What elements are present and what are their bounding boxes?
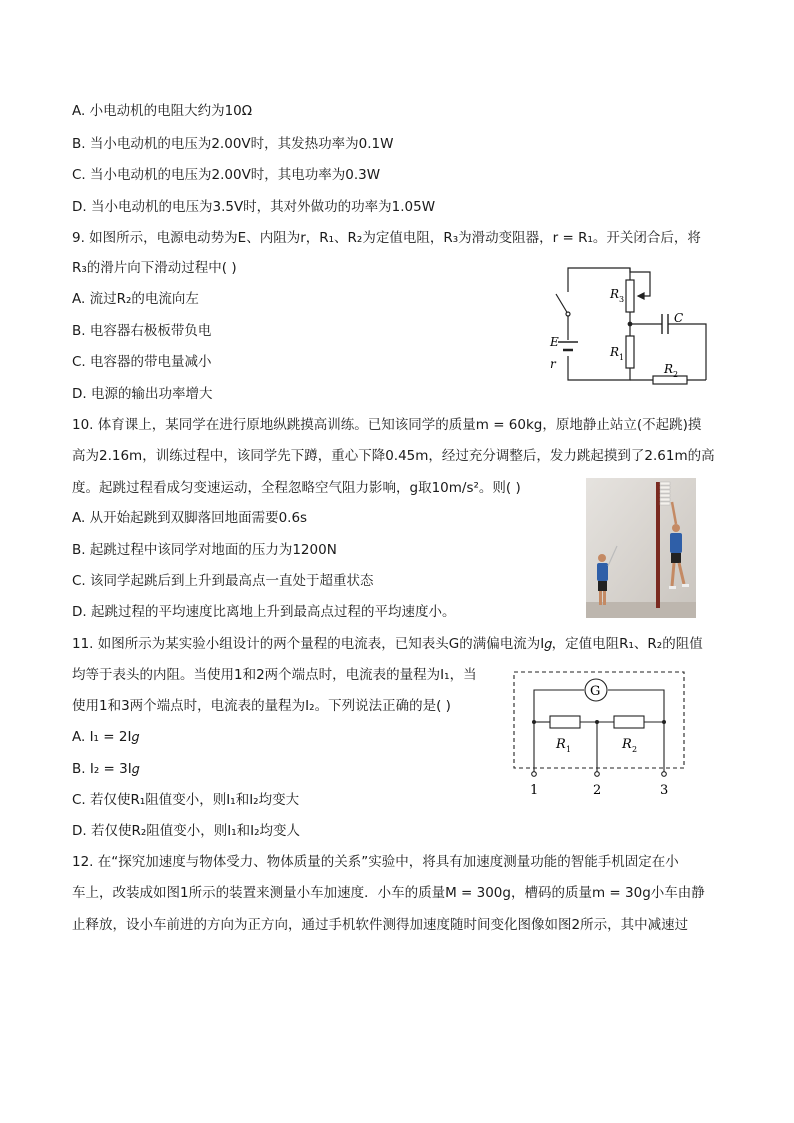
- terminal-3-label: 3: [660, 783, 669, 798]
- q12-stem-line-3: 止释放，设小车前进的方向为正方向，通过手机软件测得加速度随时间变化图像如图2所示，其中减速过: [72, 917, 689, 933]
- q10-stem-line-2: 高为2.16m，训练过程中，该同学先下蹲，重心下降0.45m，经过充分调整后，发力跳起摸到了2.61m的高: [72, 448, 715, 464]
- terminal-2-label: 2: [593, 783, 602, 798]
- q11-option-c: C. 若仅使R₁阻值变小，则I₁和I₂均变大: [72, 792, 300, 808]
- r2-label: R: [664, 362, 674, 376]
- q9-option-c: C. 电容器的带电量减小: [72, 354, 212, 370]
- q9-option-b: B. 电容器右极板带负电: [72, 323, 212, 339]
- r2-label-sub: 2: [673, 370, 679, 379]
- q8-option-c: C. 当小电动机的电压为2.00V时，其电功率为0.3W: [72, 167, 381, 183]
- q10-option-d: D. 起跳过程的平均速度比离地上升到最高点过程的平均速度小。: [72, 604, 456, 620]
- q11-stem-line-1: 11. 如图所示为某实验小组设计的两个量程的电流表，已知表头G的满偏电流为I𝑔，定值电阻R₁、R₂的阻值: [72, 636, 703, 652]
- q11-stem-line-2: 均等于表头的内阻。当使用1和2两个端点时，电流表的量程为I₁，当: [72, 667, 477, 683]
- q9-option-a: A. 流过R₂的电流向左: [72, 291, 199, 307]
- r1-label: R: [556, 737, 566, 752]
- jump-training-photo: [586, 478, 696, 618]
- terminal-1-label: 1: [530, 783, 539, 798]
- r3-label: R: [610, 287, 620, 301]
- q10-option-a: A. 从开始起跳到双脚落回地面需要0.6s: [72, 510, 308, 526]
- q9-stem-line-2: R₃的滑片向下滑动过程中( ): [72, 260, 237, 276]
- r1-label-sub: 1: [566, 745, 572, 754]
- q12-stem-line-2: 车上，改装成如图1所示的装置来测量小车加速度．小车的质量M = 300g，槽码的质量m = 30g小车由静: [72, 885, 705, 901]
- q11-ammeter-diagram: [510, 668, 690, 800]
- q11-stem-line-3: 使用1和3两个端点时，电流表的量程为I₂。下列说法正确的是( ): [72, 698, 451, 714]
- q9-stem-line-1: 9. 如图所示，电源电动势为E、内阻为r，R₁、R₂为定值电阻，R₃为滑动变阻器，r = R₁。开关闭合后，将: [72, 230, 701, 246]
- q10-option-b: B. 起跳过程中该同学对地面的压力为1200N: [72, 542, 337, 558]
- q11-option-d: D. 若仅使R₂阻值变小，则I₁和I₂均变人: [72, 823, 301, 839]
- capacitor-label: C: [674, 311, 684, 325]
- q8-option-b: B. 当小电动机的电压为2.00V时，其发热功率为0.1W: [72, 136, 394, 152]
- galvanometer-label: G: [590, 684, 601, 699]
- q9-circuit-diagram: [540, 262, 720, 390]
- emf-label: E: [550, 335, 559, 349]
- q10-stem-line-1: 10. 体育课上，某同学在进行原地纵跳摸高训练。已知该同学的质量m = 60kg，原地静止站立(不起跳)摸: [72, 417, 702, 433]
- r2-label-sub: 2: [632, 745, 638, 754]
- q10-option-c: C. 该同学起跳后到上升到最高点一直处于超重状态: [72, 573, 374, 589]
- r3-label-sub: 3: [619, 295, 625, 304]
- q11-option-b: B. I₂ = 3I𝑔: [72, 761, 140, 777]
- q11-option-a: A. I₁ = 2I𝑔: [72, 729, 139, 745]
- q12-stem-line-1: 12. 在“探究加速度与物体受力、物体质量的关系”实验中，将具有加速度测量功能的智能手机固定在小: [72, 854, 679, 870]
- r1-label-sub: 1: [619, 353, 625, 362]
- q10-stem-line-3: 度。起跳过程看成匀变速运动，全程忽略空气阻力影响，g取10m/s²。则( ): [72, 480, 521, 496]
- q8-option-a: A. 小电动机的电阻大约为10Ω: [72, 103, 253, 119]
- internal-resistance-label: r: [550, 357, 556, 371]
- q9-option-d: D. 电源的输出功率增大: [72, 386, 213, 402]
- r1-label: R: [610, 345, 620, 359]
- r2-label: R: [622, 737, 632, 752]
- q8-option-d: D. 当小电动机的电压为3.5V时，其对外做功的功率为1.05W: [72, 199, 436, 215]
